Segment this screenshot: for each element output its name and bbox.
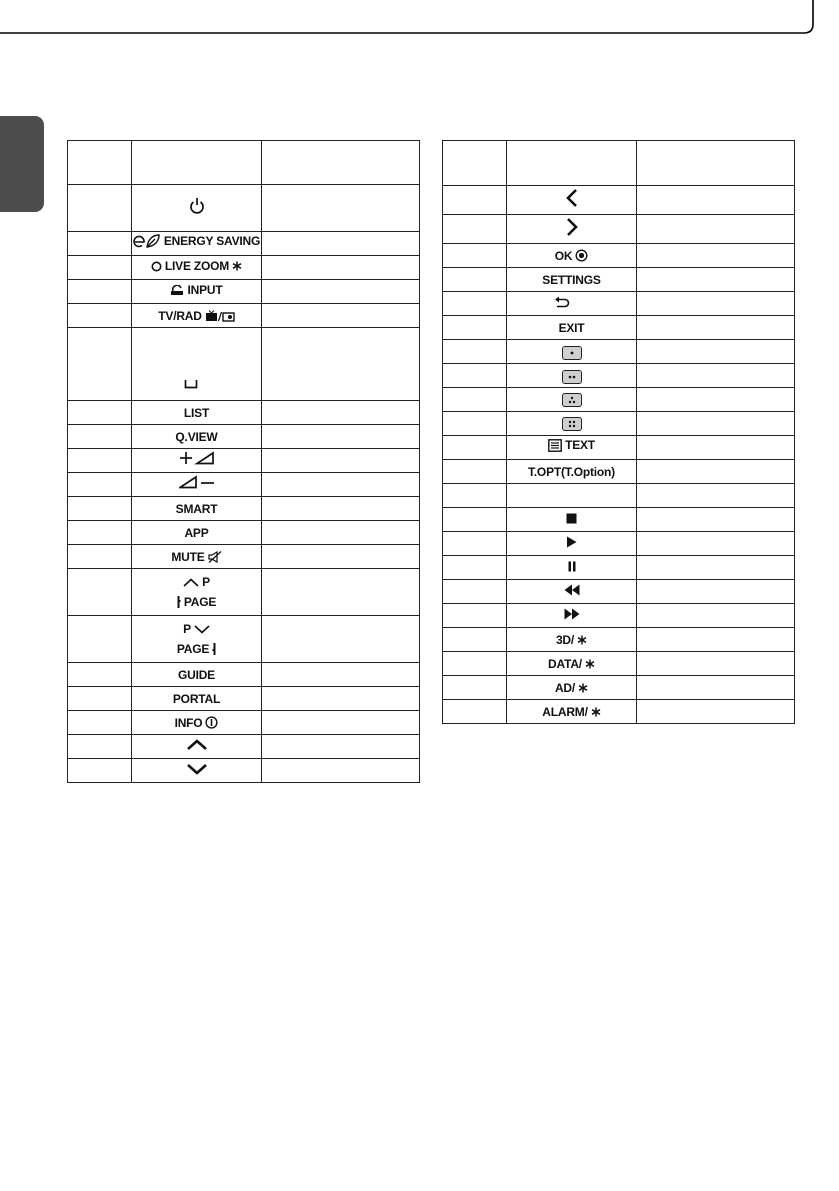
table-row xyxy=(68,185,420,232)
asterisk-icon xyxy=(577,635,587,645)
rewind-icon xyxy=(564,584,580,596)
header-cell-no xyxy=(68,141,132,185)
live-zoom-icon xyxy=(151,261,162,272)
yellow-key-icon xyxy=(562,393,582,407)
red-key-icon xyxy=(562,346,582,360)
table-row xyxy=(443,556,795,580)
asterisk-icon xyxy=(591,707,601,717)
table-row xyxy=(68,425,420,449)
table-row xyxy=(443,484,795,508)
list-label: LIST xyxy=(183,405,210,420)
page-up-label: PAGE xyxy=(183,595,217,609)
table-row xyxy=(68,401,420,425)
header-cell-button xyxy=(132,141,262,185)
info-icon xyxy=(205,716,218,729)
arrow-down-icon xyxy=(186,763,208,775)
arrow-up-icon xyxy=(186,739,208,751)
arrow-right-icon xyxy=(566,217,578,237)
table-row xyxy=(68,473,420,497)
energy-saving-label: ENERGY SAVING xyxy=(163,234,261,248)
volume-up-icon xyxy=(179,451,215,465)
play-icon xyxy=(566,536,577,548)
page-marker-icon xyxy=(177,596,181,608)
top-rule xyxy=(0,0,815,34)
energy-saving-icon xyxy=(133,234,161,248)
smart-label: SMART xyxy=(175,501,218,516)
t-opt-label: T.OPT(T.Option) xyxy=(528,464,615,479)
table-row xyxy=(443,628,795,652)
key-table-right xyxy=(442,140,795,724)
table-row xyxy=(443,580,795,604)
portal-label: PORTAL xyxy=(172,691,221,706)
power-icon xyxy=(189,197,205,214)
mute-icon xyxy=(208,551,222,563)
table-row xyxy=(443,676,795,700)
table-row xyxy=(443,215,795,244)
table-row xyxy=(443,700,795,724)
table-row xyxy=(68,711,420,735)
table-row xyxy=(443,268,795,292)
table-row xyxy=(68,280,420,304)
table-row xyxy=(443,604,795,628)
stop-icon xyxy=(566,513,577,524)
table-row xyxy=(68,521,420,545)
table-row xyxy=(68,497,420,521)
table-row xyxy=(443,292,795,316)
input-icon xyxy=(170,285,184,296)
table-row xyxy=(443,316,795,340)
table-row xyxy=(68,735,420,759)
table-row xyxy=(443,244,795,268)
table-header-row xyxy=(443,141,795,186)
table-row xyxy=(443,508,795,532)
ok-label: OK xyxy=(554,248,573,263)
header-cell-description xyxy=(637,141,795,186)
mute-label: MUTE xyxy=(171,549,205,564)
exit-label: EXIT xyxy=(558,320,585,335)
back-icon xyxy=(554,296,570,308)
chevron-down-icon xyxy=(194,625,210,634)
blue-key-icon xyxy=(562,417,582,431)
asterisk-icon xyxy=(232,261,242,271)
fast-forward-icon xyxy=(564,608,580,620)
green-key-icon xyxy=(562,370,582,384)
table-row xyxy=(443,364,795,388)
table-row xyxy=(68,545,420,569)
program-down-label: P xyxy=(183,622,191,636)
table-row xyxy=(68,663,420,687)
header-cell-description xyxy=(262,141,420,185)
table-row xyxy=(443,340,795,364)
ok-circle-icon xyxy=(575,249,588,262)
table-row xyxy=(68,616,420,663)
table-row xyxy=(443,532,795,556)
q-view-label: Q.VIEW xyxy=(175,429,218,444)
text-label: TEXT xyxy=(565,438,595,453)
app-label: APP xyxy=(184,525,209,540)
asterisk-icon xyxy=(585,659,595,669)
settings-label: SETTINGS xyxy=(542,272,601,287)
table-header-row xyxy=(68,141,420,185)
table-row xyxy=(443,388,795,412)
table-row xyxy=(443,652,795,676)
ad-label: AD/ xyxy=(554,680,576,695)
table-row xyxy=(68,328,420,401)
table-row xyxy=(68,232,420,256)
data-label: DATA/ xyxy=(548,656,582,671)
language-side-tab xyxy=(0,116,44,212)
arrow-left-icon xyxy=(566,188,578,208)
tv-rad-label: TV/RAD xyxy=(158,308,202,323)
guide-label: GUIDE xyxy=(177,667,215,682)
header-cell-button xyxy=(507,141,637,186)
volume-down-icon xyxy=(179,475,215,489)
pause-icon xyxy=(568,561,576,572)
key-table-left xyxy=(67,140,420,783)
tv-radio-icon xyxy=(205,310,235,322)
alarm-label: ALARM/ xyxy=(542,704,588,719)
input-label: INPUT xyxy=(187,283,223,297)
chevron-up-icon xyxy=(183,578,199,587)
header-cell-no xyxy=(443,141,507,186)
table-row xyxy=(443,460,795,484)
asterisk-icon xyxy=(578,683,588,693)
page-marker-icon xyxy=(212,643,216,655)
table-row xyxy=(443,186,795,215)
table-row xyxy=(68,759,420,783)
space-icon xyxy=(184,380,198,389)
table-row xyxy=(68,449,420,473)
live-zoom-label: LIVE ZOOM xyxy=(164,259,230,273)
three-d-label: 3D/ xyxy=(555,632,575,647)
program-up-label: P xyxy=(202,575,210,589)
info-label: INFO xyxy=(174,715,203,730)
table-row xyxy=(68,687,420,711)
table-row xyxy=(68,256,420,280)
table-row xyxy=(68,569,420,616)
page-down-label: PAGE xyxy=(176,642,210,656)
table-row xyxy=(68,304,420,328)
teletext-icon xyxy=(548,439,562,452)
table-row xyxy=(443,412,795,436)
table-row xyxy=(443,436,795,460)
